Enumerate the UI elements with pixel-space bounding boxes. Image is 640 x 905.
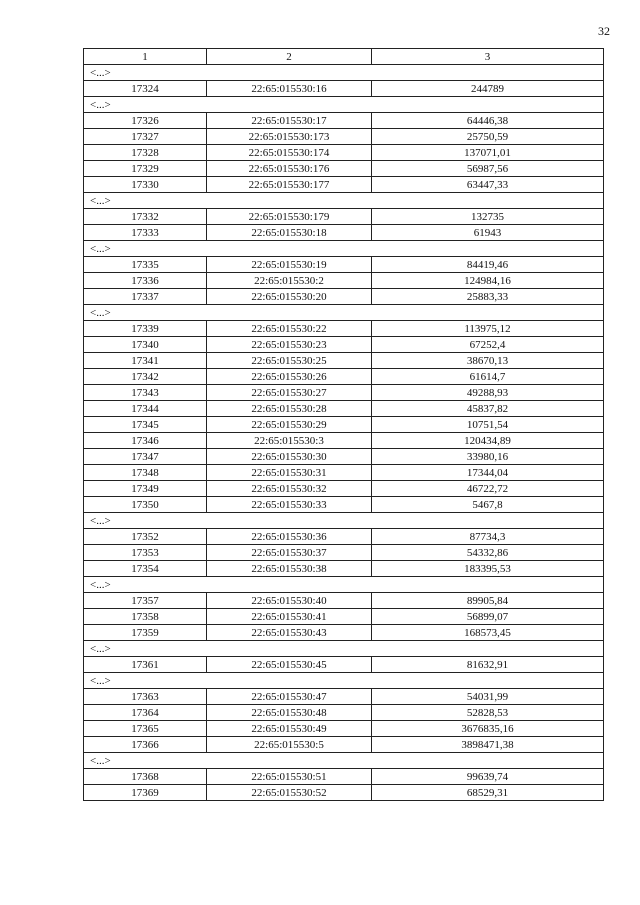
row-number-cell: 17343 bbox=[84, 385, 207, 401]
row-number-cell: 17366 bbox=[84, 737, 207, 753]
value-cell: 25883,33 bbox=[372, 289, 604, 305]
table-row bbox=[84, 113, 604, 129]
cadastral-number-cell: 22:65:015530:51 bbox=[207, 769, 372, 785]
cadastral-number-cell: 22:65:015530:18 bbox=[207, 225, 372, 241]
cadastral-number-cell: 22:65:015530:179 bbox=[207, 209, 372, 225]
cadastral-number-cell: 22:65:015530:38 bbox=[207, 561, 372, 577]
omission-row bbox=[84, 241, 604, 257]
table-row bbox=[84, 129, 604, 145]
row-number-cell: 17327 bbox=[84, 129, 207, 145]
omission-marker: <...> bbox=[84, 241, 604, 257]
value-cell: 3898471,38 bbox=[372, 737, 604, 753]
table-row bbox=[84, 81, 604, 97]
cadastral-number-cell: 22:65:015530:31 bbox=[207, 465, 372, 481]
table-row bbox=[84, 337, 604, 353]
table-row bbox=[84, 609, 604, 625]
omission-marker: <...> bbox=[84, 65, 604, 81]
table-row bbox=[84, 273, 604, 289]
cadastral-number-cell: 22:65:015530:25 bbox=[207, 353, 372, 369]
row-number-cell: 17368 bbox=[84, 769, 207, 785]
value-cell: 132735 bbox=[372, 209, 604, 225]
value-cell: 99639,74 bbox=[372, 769, 604, 785]
cadastral-number-cell: 22:65:015530:22 bbox=[207, 321, 372, 337]
cadastral-number-cell: 22:65:015530:23 bbox=[207, 337, 372, 353]
value-cell: 183395,53 bbox=[372, 561, 604, 577]
row-number-cell: 17340 bbox=[84, 337, 207, 353]
row-number-cell: 17337 bbox=[84, 289, 207, 305]
row-number-cell: 17332 bbox=[84, 209, 207, 225]
value-cell: 87734,3 bbox=[372, 529, 604, 545]
cadastral-number-cell: 22:65:015530:17 bbox=[207, 113, 372, 129]
table-row bbox=[84, 321, 604, 337]
row-number-cell: 17333 bbox=[84, 225, 207, 241]
table-row bbox=[84, 529, 604, 545]
omission-row bbox=[84, 65, 604, 81]
row-number-cell: 17354 bbox=[84, 561, 207, 577]
table-row bbox=[84, 289, 604, 305]
cadastral-number-cell: 22:65:015530:41 bbox=[207, 609, 372, 625]
omission-row bbox=[84, 577, 604, 593]
cadastral-number-cell: 22:65:015530:19 bbox=[207, 257, 372, 273]
table-row bbox=[84, 225, 604, 241]
row-number-cell: 17348 bbox=[84, 465, 207, 481]
row-number-cell: 17342 bbox=[84, 369, 207, 385]
row-number-cell: 17369 bbox=[84, 785, 207, 801]
value-cell: 25750,59 bbox=[372, 129, 604, 145]
cadastral-number-cell: 22:65:015530:48 bbox=[207, 705, 372, 721]
table-row bbox=[84, 401, 604, 417]
omission-marker: <...> bbox=[84, 513, 604, 529]
cadastral-number-cell: 22:65:015530:47 bbox=[207, 689, 372, 705]
cadastral-number-cell: 22:65:015530:30 bbox=[207, 449, 372, 465]
cadastral-number-cell: 22:65:015530:52 bbox=[207, 785, 372, 801]
cadastral-number-cell: 22:65:015530:32 bbox=[207, 481, 372, 497]
cadastral-number-cell: 22:65:015530:29 bbox=[207, 417, 372, 433]
value-cell: 38670,13 bbox=[372, 353, 604, 369]
value-cell: 49288,93 bbox=[372, 385, 604, 401]
value-cell: 64446,38 bbox=[372, 113, 604, 129]
row-number-cell: 17329 bbox=[84, 161, 207, 177]
value-cell: 10751,54 bbox=[372, 417, 604, 433]
row-number-cell: 17330 bbox=[84, 177, 207, 193]
omission-row bbox=[84, 753, 604, 769]
cadastral-number-cell: 22:65:015530:177 bbox=[207, 177, 372, 193]
omission-marker: <...> bbox=[84, 673, 604, 689]
cadastral-number-cell: 22:65:015530:28 bbox=[207, 401, 372, 417]
column-header-2: 2 bbox=[207, 49, 372, 65]
cadastral-number-cell: 22:65:015530:3 bbox=[207, 433, 372, 449]
page-number: 32 bbox=[598, 24, 610, 38]
value-cell: 61943 bbox=[372, 225, 604, 241]
table-row bbox=[84, 465, 604, 481]
value-cell: 54031,99 bbox=[372, 689, 604, 705]
value-cell: 61614,7 bbox=[372, 369, 604, 385]
table-row bbox=[84, 417, 604, 433]
table-header-row bbox=[84, 49, 604, 65]
value-cell: 81632,91 bbox=[372, 657, 604, 673]
row-number-cell: 17359 bbox=[84, 625, 207, 641]
row-number-cell: 17335 bbox=[84, 257, 207, 273]
row-number-cell: 17339 bbox=[84, 321, 207, 337]
row-number-cell: 17364 bbox=[84, 705, 207, 721]
value-cell: 56987,56 bbox=[372, 161, 604, 177]
cadastral-number-cell: 22:65:015530:176 bbox=[207, 161, 372, 177]
value-cell: 244789 bbox=[372, 81, 604, 97]
table-row bbox=[84, 561, 604, 577]
cadastral-number-cell: 22:65:015530:27 bbox=[207, 385, 372, 401]
row-number-cell: 17350 bbox=[84, 497, 207, 513]
row-number-cell: 17365 bbox=[84, 721, 207, 737]
value-cell: 54332,86 bbox=[372, 545, 604, 561]
omission-row bbox=[84, 97, 604, 113]
row-number-cell: 17358 bbox=[84, 609, 207, 625]
omission-row bbox=[84, 641, 604, 657]
table-row bbox=[84, 545, 604, 561]
column-header-3: 3 bbox=[372, 49, 604, 65]
cadastral-number-cell: 22:65:015530:36 bbox=[207, 529, 372, 545]
row-number-cell: 17353 bbox=[84, 545, 207, 561]
omission-marker: <...> bbox=[84, 577, 604, 593]
cadastral-number-cell: 22:65:015530:26 bbox=[207, 369, 372, 385]
table-row bbox=[84, 497, 604, 513]
row-number-cell: 17357 bbox=[84, 593, 207, 609]
table-row bbox=[84, 209, 604, 225]
omission-row bbox=[84, 193, 604, 209]
value-cell: 3676835,16 bbox=[372, 721, 604, 737]
cadastral-number-cell: 22:65:015530:49 bbox=[207, 721, 372, 737]
table-row bbox=[84, 721, 604, 737]
row-number-cell: 17326 bbox=[84, 113, 207, 129]
value-cell: 67252,4 bbox=[372, 337, 604, 353]
omission-row bbox=[84, 673, 604, 689]
table-row bbox=[84, 481, 604, 497]
omission-marker: <...> bbox=[84, 753, 604, 769]
omission-row bbox=[84, 513, 604, 529]
value-cell: 45837,82 bbox=[372, 401, 604, 417]
table-row bbox=[84, 257, 604, 273]
cadastral-value-table bbox=[83, 48, 604, 801]
cadastral-number-cell: 22:65:015530:37 bbox=[207, 545, 372, 561]
table-row bbox=[84, 705, 604, 721]
row-number-cell: 17347 bbox=[84, 449, 207, 465]
omission-row bbox=[84, 305, 604, 321]
table-body bbox=[84, 49, 604, 801]
omission-marker: <...> bbox=[84, 305, 604, 321]
cadastral-number-cell: 22:65:015530:43 bbox=[207, 625, 372, 641]
value-cell: 120434,89 bbox=[372, 433, 604, 449]
table-row bbox=[84, 737, 604, 753]
value-cell: 56899,07 bbox=[372, 609, 604, 625]
value-cell: 137071,01 bbox=[372, 145, 604, 161]
cadastral-number-cell: 22:65:015530:33 bbox=[207, 497, 372, 513]
value-cell: 5467,8 bbox=[372, 497, 604, 513]
value-cell: 168573,45 bbox=[372, 625, 604, 641]
table-row bbox=[84, 161, 604, 177]
cadastral-number-cell: 22:65:015530:40 bbox=[207, 593, 372, 609]
table-row bbox=[84, 689, 604, 705]
table-row bbox=[84, 593, 604, 609]
value-cell: 84419,46 bbox=[372, 257, 604, 273]
cadastral-number-cell: 22:65:015530:2 bbox=[207, 273, 372, 289]
table-row bbox=[84, 145, 604, 161]
row-number-cell: 17346 bbox=[84, 433, 207, 449]
value-cell: 68529,31 bbox=[372, 785, 604, 801]
row-number-cell: 17345 bbox=[84, 417, 207, 433]
table-row bbox=[84, 785, 604, 801]
table-row bbox=[84, 433, 604, 449]
cadastral-number-cell: 22:65:015530:5 bbox=[207, 737, 372, 753]
table-row bbox=[84, 369, 604, 385]
cadastral-number-cell: 22:65:015530:20 bbox=[207, 289, 372, 305]
column-header-1: 1 bbox=[84, 49, 207, 65]
omission-marker: <...> bbox=[84, 97, 604, 113]
value-cell: 17344,04 bbox=[372, 465, 604, 481]
cadastral-number-cell: 22:65:015530:173 bbox=[207, 129, 372, 145]
value-cell: 113975,12 bbox=[372, 321, 604, 337]
value-cell: 63447,33 bbox=[372, 177, 604, 193]
omission-marker: <...> bbox=[84, 641, 604, 657]
row-number-cell: 17363 bbox=[84, 689, 207, 705]
cadastral-number-cell: 22:65:015530:45 bbox=[207, 657, 372, 673]
row-number-cell: 17344 bbox=[84, 401, 207, 417]
table-row bbox=[84, 353, 604, 369]
row-number-cell: 17361 bbox=[84, 657, 207, 673]
row-number-cell: 17328 bbox=[84, 145, 207, 161]
value-cell: 89905,84 bbox=[372, 593, 604, 609]
cadastral-number-cell: 22:65:015530:16 bbox=[207, 81, 372, 97]
row-number-cell: 17352 bbox=[84, 529, 207, 545]
omission-marker: <...> bbox=[84, 193, 604, 209]
table-row bbox=[84, 385, 604, 401]
value-cell: 46722,72 bbox=[372, 481, 604, 497]
value-cell: 52828,53 bbox=[372, 705, 604, 721]
table-row bbox=[84, 769, 604, 785]
table-row bbox=[84, 657, 604, 673]
row-number-cell: 17324 bbox=[84, 81, 207, 97]
value-cell: 124984,16 bbox=[372, 273, 604, 289]
table-row bbox=[84, 177, 604, 193]
row-number-cell: 17349 bbox=[84, 481, 207, 497]
value-cell: 33980,16 bbox=[372, 449, 604, 465]
table-row bbox=[84, 449, 604, 465]
cadastral-number-cell: 22:65:015530:174 bbox=[207, 145, 372, 161]
table-row bbox=[84, 625, 604, 641]
row-number-cell: 17341 bbox=[84, 353, 207, 369]
row-number-cell: 17336 bbox=[84, 273, 207, 289]
